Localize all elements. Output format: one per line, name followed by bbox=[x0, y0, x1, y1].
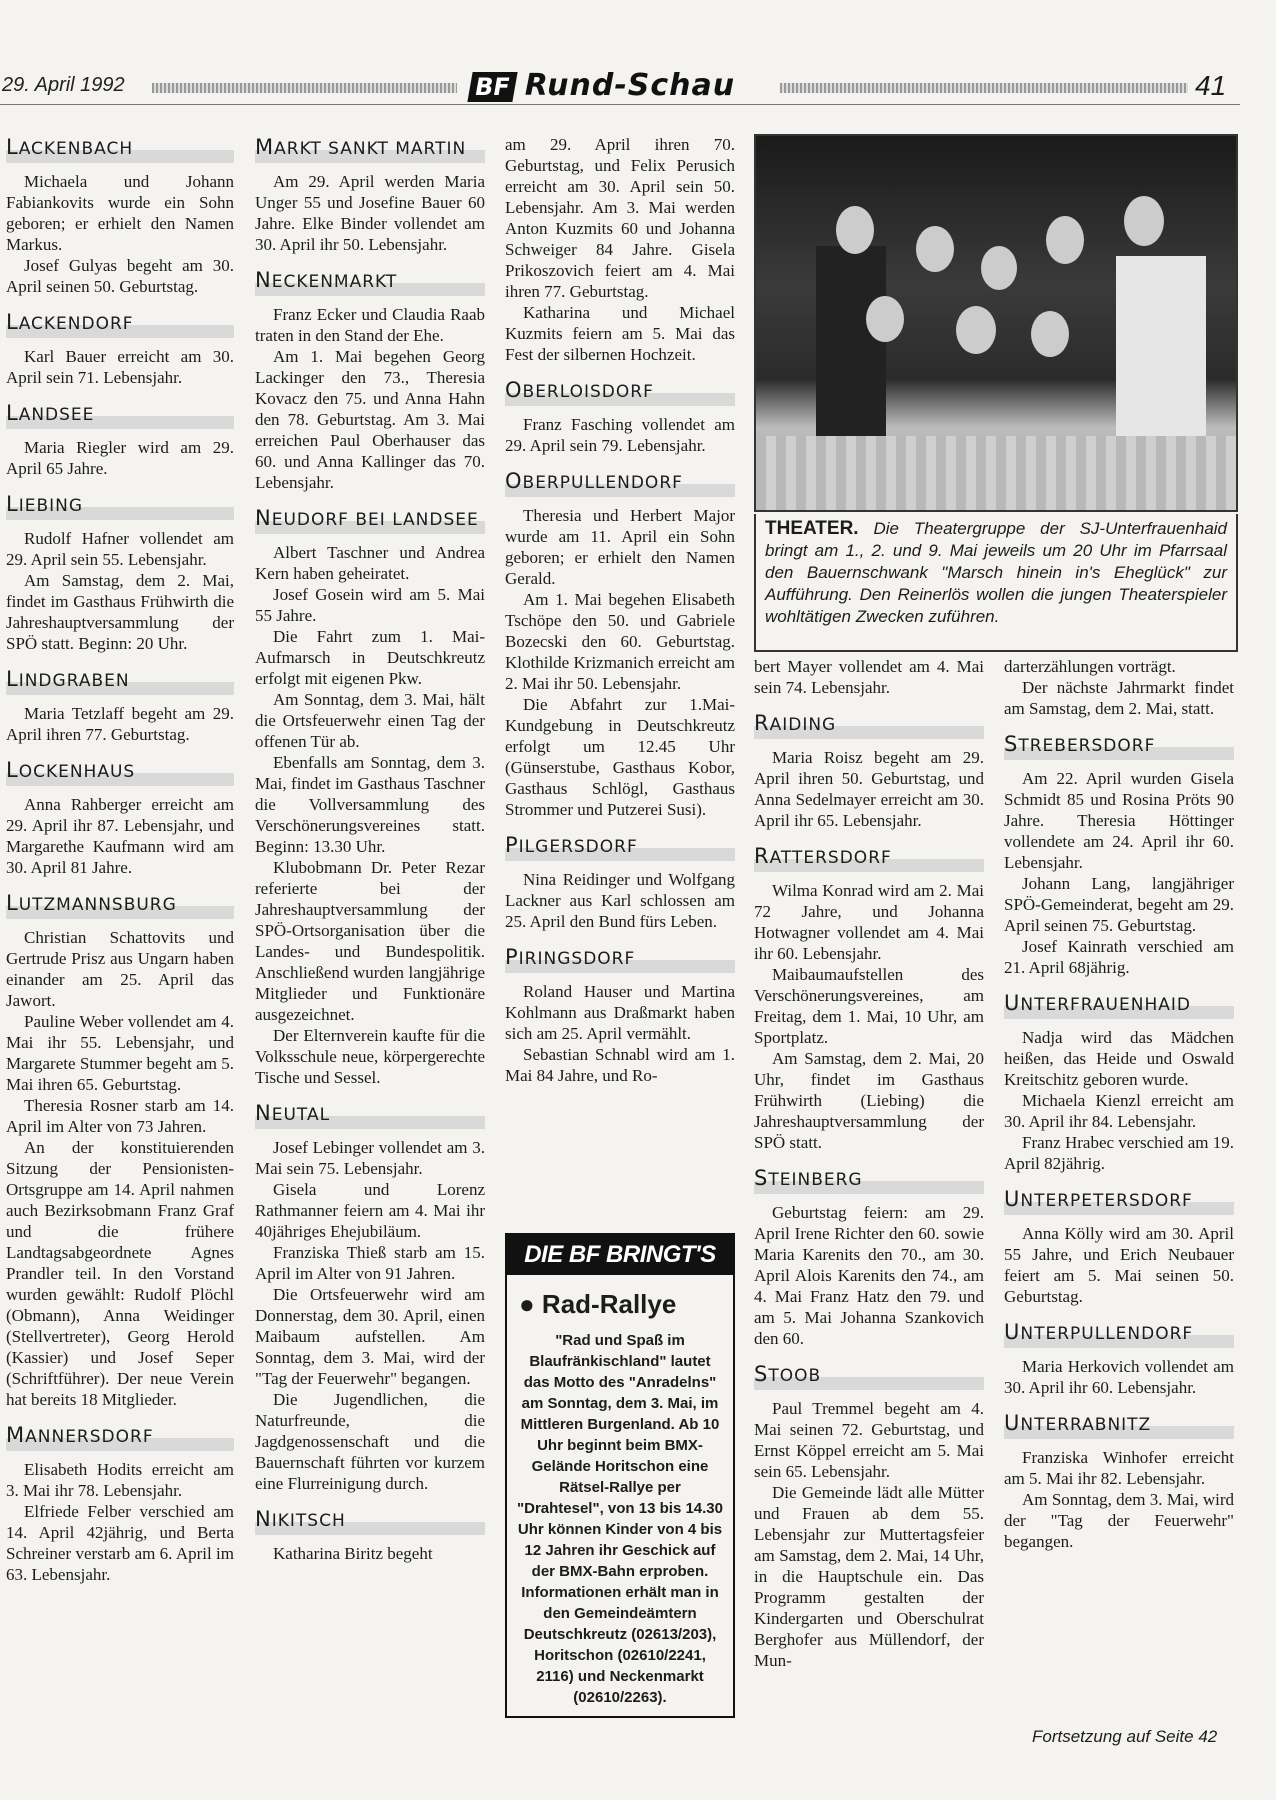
box-title: ● Rad-Rallye bbox=[519, 1289, 677, 1319]
place-heading: MANNERSDORF bbox=[6, 1422, 234, 1451]
place-heading: LACKENBACH bbox=[6, 134, 234, 163]
rundschau-logo bbox=[470, 68, 735, 103]
news-paragraph: Der Elternverein kaufte für die Volksschule neue, körpergerechte Tische und Sessel. bbox=[255, 1026, 485, 1087]
news-paragraph: Maria Herkovich vollendet am 30. April ihr 60. Lebensjahr. bbox=[1004, 1357, 1234, 1397]
news-paragraph: Am 29. April werden Maria Unger 55 und Josefine Bauer 60 Jahre. Elke Binder vollendet am 30. April ihr 50. Lebensjahr. bbox=[255, 172, 485, 254]
place-heading: STOOB bbox=[754, 1361, 984, 1390]
person-face bbox=[916, 226, 954, 272]
news-paragraph: An der konstituierenden Sitzung der Pensionisten-Ortsgruppe am 14. April nahmen auch Bezirksobmann Franz Graf und die frühere Landtagsabgeordnete Agnes Prandler teil. In den Vorstand wurden gewählt: Rudolf Plöchl (Obmann), Anna Weidinger (Stellvertreter), Georg Herold (Kassier) und Josef Seper (Schriftführer). Der neue Verein hat bereits 18 Mitglieder. bbox=[6, 1138, 234, 1409]
photo-caption bbox=[754, 514, 1238, 652]
news-paragraph: Theresia und Herbert Major wurde am 11. April ein Sohn geboren; er erhielt den Namen Gerald. bbox=[505, 506, 735, 588]
person-face bbox=[836, 206, 874, 254]
news-paragraph: Am 22. April wurden Gisela Schmidt 85 und Rosina Pröts 90 Jahre. Theresia Höttinger vollendete am 24. April ihr 60. Lebensjahr. bbox=[1004, 769, 1234, 872]
place-heading: STREBERSDORF bbox=[1004, 731, 1234, 760]
header-rule-right bbox=[780, 83, 1188, 93]
news-paragraph: Katharina und Michael Kuzmits feiern am 5. Mai das Fest der silbernen Hochzeit. bbox=[505, 303, 735, 364]
news-paragraph: Franz Ecker und Claudia Raab traten in den Stand der Ehe. bbox=[255, 305, 485, 345]
place-heading: STEINBERG bbox=[754, 1165, 984, 1194]
place-heading: RATTERSDORF bbox=[754, 843, 984, 872]
news-paragraph: Die Fahrt zum 1. Mai-Aufmarsch in Deutschkreutz erfolgt mit eigenen Pkw. bbox=[255, 627, 485, 688]
place-heading: OBERPULLENDORF bbox=[505, 468, 735, 497]
news-paragraph: Josef Gulyas begeht am 30. April seinen 50. Geburtstag. bbox=[6, 256, 234, 296]
person-face bbox=[956, 306, 996, 354]
news-paragraph: Pauline Weber vollendet am 4. Mai ihr 55. Lebensjahr, und Margarete Stummer begeht am 5. Mai ihren 65. Geburtstag. bbox=[6, 1012, 234, 1094]
column-2 bbox=[255, 122, 485, 1564]
issue-date: 29. April 1992 bbox=[2, 74, 125, 96]
news-paragraph: Maibaumaufstellen des Verschönerungsvereines, am Freitag, dem 1. Mai, 10 Uhr, am Sportplatz. bbox=[754, 965, 984, 1047]
news-paragraph: Karl Bauer erreicht am 30. April sein 71. Lebensjahr. bbox=[6, 347, 234, 387]
news-paragraph: am 29. April ihren 70. Geburtstag, und Felix Perusich erreicht am 30. April sein 50. Lebensjahr. Am 3. Mai werden Anton Kuzmits 60 und Johanna Schweiger 84 Jahre. Gisela Prikoszovich feiert am 4. Mai ihren 77. Geburtstag. bbox=[505, 135, 735, 301]
news-paragraph: Maria Roisz begeht am 29. April ihren 50. Geburtstag, und Anna Sedelmayer erreicht am 30. April ihr 65. Lebensjahr. bbox=[754, 748, 984, 830]
news-paragraph: Die Gemeinde lädt alle Mütter und Frauen ab dem 55. Lebensjahr zur Muttertagsfeier am Samstag, dem 2. Mai, 14 Uhr, in die Hauptschule ein. Das Programm gestalten der Kindergarten und Oberschulrat Berghofer aus Müllendorf, der Mun- bbox=[754, 1483, 984, 1670]
news-paragraph: darterzählungen vorträgt. bbox=[1004, 657, 1176, 676]
header-rule-left bbox=[152, 83, 457, 93]
news-paragraph: Maria Riegler wird am 29. April 65 Jahre. bbox=[6, 438, 234, 478]
place-heading: RAIDING bbox=[754, 710, 984, 739]
news-paragraph: Josef Kainrath verschied am 21. April 68jährig. bbox=[1004, 937, 1234, 977]
news-paragraph: Rudolf Hafner vollendet am 29. April sein 55. Lebensjahr. bbox=[6, 529, 234, 569]
news-paragraph: Roland Hauser und Martina Kohlmann aus Draßmarkt haben sich am 25. April vermählt. bbox=[505, 982, 735, 1043]
header-divider bbox=[0, 104, 1240, 105]
place-heading: UNTERPETERSDORF bbox=[1004, 1186, 1234, 1215]
box-header: DIE BF BRINGT'S bbox=[507, 1235, 733, 1275]
news-paragraph: Elisabeth Hodits erreicht am 3. Mai ihr 78. Lebensjahr. bbox=[6, 1460, 234, 1500]
news-paragraph: Franziska Winhofer erreicht am 5. Mai ihr 82. Lebensjahr. bbox=[1004, 1448, 1234, 1488]
news-paragraph: Johann Lang, langjähriger SPÖ-Gemeinderat, begeht am 29. April seinen 75. Geburtstag. bbox=[1004, 874, 1234, 935]
news-paragraph: Klubobmann Dr. Peter Rezar referierte bei der Jahreshauptversammlung der SPÖ-Ortsorganisation über die Landes- und Bundespolitik. Anschließend wurden langjährige Mitglieder und Funktionäre ausgezeichnet. bbox=[255, 858, 485, 1024]
place-heading: MARKT SANKT MARTIN bbox=[255, 134, 485, 163]
news-paragraph: Franz Fasching vollendet am 29. April sein 79. Lebensjahr. bbox=[505, 415, 735, 455]
bf-bringts-box bbox=[505, 1233, 735, 1718]
news-paragraph: Die Abfahrt zur 1.Mai-Kundgebung in Deutschkreutz erfolgt um 12.45 Uhr (Günserstube, Gasthaus Kobor, Gasthaus Schlögl, Gasthaus Strommer und Putzerei Susi). bbox=[505, 695, 735, 819]
news-paragraph: Am 1. Mai begehen Georg Lackinger den 73., Theresia Kovacz den 75. und Anna Hahn den 78. Geburtstag. Am 3. Mai erreichen Paul Oberhauser das 60. und Anna Kallinger das 70. Lebensjahr. bbox=[255, 347, 485, 492]
place-heading: NECKENMARKT bbox=[255, 267, 485, 296]
news-paragraph: Sebastian Schnabl wird am 1. Mai 84 Jahre, und Ro- bbox=[505, 1045, 735, 1085]
news-paragraph: Wilma Konrad wird am 2. Mai 72 Jahre, und Johanna Hotwagner vollendet am 4. Mai ihr 60. Lebensjahr. bbox=[754, 881, 984, 963]
caption-lead: THEATER. bbox=[765, 518, 859, 539]
column-4 bbox=[754, 656, 984, 1671]
news-paragraph: Albert Taschner und Andrea Kern haben geheiratet. bbox=[255, 543, 485, 583]
news-paragraph: Anna Rahberger erreicht am 29. April ihr 87. Lebensjahr, und Margarethe Kaufmann wird am 30. April 81 Jahre. bbox=[6, 795, 234, 877]
page-number: 41 bbox=[1195, 70, 1227, 101]
news-paragraph: Nina Reidinger und Wolfgang Lackner aus Karl schlossen am 25. April den Bund fürs Leben. bbox=[505, 870, 735, 931]
place-heading: LIEBING bbox=[6, 491, 234, 520]
person-face bbox=[981, 246, 1017, 290]
news-paragraph: Die Jugendlichen, die Naturfreunde, die Jagdgenossenschaft und die Bauernschaft führten vor kurzem eine Flurreinigung durch. bbox=[255, 1390, 485, 1493]
caption-text: Die Theatergruppe der SJ-Unterfrauenhaid bringt am 1., 2. und 9. Mai jeweils um 20 Uhr im Pfarrsaal den Bauernschwank "Marsch hinein in's Eheglück" zur Aufführung. Den Reinerlös wollen die jungen Theaterspieler wohltätigen Zwecken zuführen. bbox=[765, 519, 1227, 626]
news-paragraph: Ebenfalls am Sonntag, dem 3. Mai, findet im Gasthaus Taschner die Vollversammlung des Verschönerungsvereines statt. Beginn: 13.30 Uhr. bbox=[255, 753, 485, 856]
section-title: Rund-Schau bbox=[524, 68, 736, 103]
box-body: "Rad und Spaß im Blaufränkischland" lautet das Motto des "Anradelns" am Sonntag, dem 3. Mai, im Mittleren Burgenland. Ab 10 Uhr beginnt beim BMX-Gelände Horitschon eine Rätsel-Rallye per "Drahtesel", von 13 bis 14.30 Uhr können Kinder von 4 bis 12 Jahren ihr Geschick auf der BMX-Bahn erproben. Informationen erhält man in den Gemeindeämtern Deutschkreutz (02613/203), Horitschon (02610/2241, 2116) und Neckenmarkt (02610/2263). bbox=[517, 1332, 723, 1706]
news-paragraph: Elfriede Felber verschied am 14. April 42jährig, und Berta Schreiner verstarb am 6. April im 63. Lebensjahr. bbox=[6, 1502, 234, 1584]
news-paragraph: Am Samstag, dem 2. Mai, findet im Gasthaus Frühwirth die Jahreshauptversammlung der SPÖ statt. Beginn: 20 Uhr. bbox=[6, 571, 234, 653]
news-paragraph: Katharina Biritz begeht bbox=[273, 1544, 433, 1563]
place-heading: UNTERPULLENDORF bbox=[1004, 1319, 1234, 1348]
person-face bbox=[1124, 196, 1164, 246]
news-paragraph: Josef Lebinger vollendet am 3. Mai sein 75. Lebensjahr. bbox=[255, 1138, 485, 1178]
column-5 bbox=[1004, 656, 1234, 1552]
place-heading: OBERLOISDORF bbox=[505, 377, 735, 406]
place-heading: NEUDORF BEI LANDSEE bbox=[255, 505, 485, 534]
news-paragraph: Christian Schattovits und Gertrude Prisz aus Ungarn haben einander am 25. April das Jawort. bbox=[6, 928, 234, 1010]
news-paragraph: bert Mayer vollendet am 4. Mai sein 74. Lebensjahr. bbox=[754, 657, 984, 697]
place-heading: PIRINGSDORF bbox=[505, 944, 735, 973]
news-paragraph: Paul Tremmel begeht am 4. Mai seinen 72. Geburtstag, und Ernst Köppel erreicht am 5. Mai sein 65. Lebensjahr. bbox=[754, 1399, 984, 1481]
place-heading: NIKITSCH bbox=[255, 1506, 485, 1535]
person-face bbox=[866, 296, 904, 342]
bf-logo-mark: BF bbox=[467, 72, 517, 102]
news-paragraph: Josef Gosein wird am 5. Mai 55 Jahre. bbox=[255, 585, 485, 625]
news-paragraph: Theresia Rosner starb am 14. April im Alter von 73 Jahren. bbox=[6, 1096, 234, 1136]
theater-group-photo bbox=[754, 134, 1238, 512]
news-paragraph: Maria Tetzlaff begeht am 29. April ihren 77. Geburtstag. bbox=[6, 704, 234, 744]
news-paragraph: Die Ortsfeuerwehr wird am Donnerstag, dem 30. April, einen Maibaum aufstellen. Am Sonntag, dem 3. Mai, wird der "Tag der Feuerwehr" begangen. bbox=[255, 1285, 485, 1388]
place-heading: LINDGRABEN bbox=[6, 666, 234, 695]
person-face bbox=[1046, 216, 1084, 264]
place-heading: PILGERSDORF bbox=[505, 832, 735, 861]
place-heading: LACKENDORF bbox=[6, 309, 234, 338]
news-paragraph: Der nächste Jahrmarkt findet am Samstag, dem 2. Mai, statt. bbox=[1004, 678, 1234, 718]
news-paragraph: Franz Hrabec verschied am 19. April 82jährig. bbox=[1004, 1133, 1234, 1173]
column-3 bbox=[505, 134, 735, 1086]
place-heading: NEUTAL bbox=[255, 1100, 485, 1129]
news-paragraph: Anna Kölly wird am 30. April 55 Jahre, und Erich Neubauer feiert am 5. Mai seinen 50. Geburtstag. bbox=[1004, 1224, 1234, 1306]
column-1 bbox=[6, 122, 234, 1585]
news-paragraph: Am Samstag, dem 2. Mai, 20 Uhr, findet im Gasthaus Frühwirth (Liebing) die Jahreshauptversammlung der SPÖ statt. bbox=[754, 1049, 984, 1152]
person-face bbox=[1031, 311, 1069, 357]
news-paragraph: Michaela Kienzl erreicht am 30. April ihr 84. Lebensjahr. bbox=[1004, 1091, 1234, 1131]
place-heading: LOCKENHAUS bbox=[6, 757, 234, 786]
place-heading: UNTERFRAUENHAID bbox=[1004, 990, 1234, 1019]
place-heading: LUTZMANNSBURG bbox=[6, 890, 234, 919]
page-header bbox=[0, 68, 1240, 112]
place-heading: LANDSEE bbox=[6, 400, 234, 429]
news-paragraph: Am Sonntag, dem 3. Mai, hält die Ortsfeuerwehr einen Tag der offenen Tür ab. bbox=[255, 690, 485, 751]
continued-note: Fortsetzung auf Seite 42 bbox=[1032, 1727, 1218, 1746]
news-paragraph: Geburtstag feiern: am 29. April Irene Richter den 60. sowie Maria Karenits den 70., am 30. April Alois Karenits den 74., am 4. Mai Franz Hatz den 79. und am 5. Mai Johanna Szankovich den 60. bbox=[754, 1203, 984, 1348]
tablecloth bbox=[756, 436, 1236, 510]
person-figure bbox=[1116, 256, 1206, 456]
news-paragraph: Michaela und Johann Fabiankovits wurde ein Sohn geboren; er erhielt den Namen Markus. bbox=[6, 172, 234, 254]
news-paragraph: Franziska Thieß starb am 15. April im Alter von 91 Jahren. bbox=[255, 1243, 485, 1283]
news-paragraph: Am Sonntag, dem 3. Mai, wird der "Tag der Feuerwehr" begangen. bbox=[1004, 1490, 1234, 1551]
news-paragraph: Am 1. Mai begehen Elisabeth Tschöpe den 50. und Gabriele Bozecski den 60. Geburtstag. Klothilde Krizmanich erreicht am 2. Mai ihr 50. Lebensjahr. bbox=[505, 590, 735, 693]
news-paragraph: Nadja wird das Mädchen heißen, das Heide und Oswald Kreitschitz geboren wurde. bbox=[1004, 1028, 1234, 1089]
news-paragraph: Gisela und Lorenz Rathmanner feiern am 4. Mai ihr 40jähriges Ehejubiläum. bbox=[255, 1180, 485, 1241]
place-heading: UNTERRABNITZ bbox=[1004, 1410, 1234, 1439]
